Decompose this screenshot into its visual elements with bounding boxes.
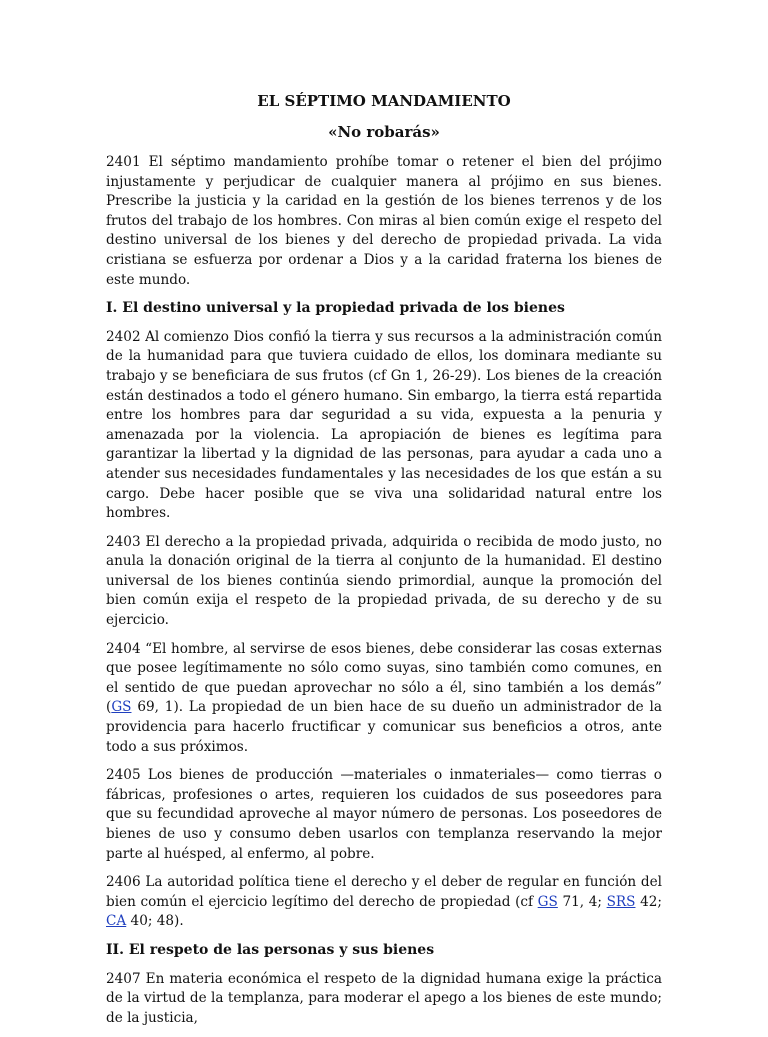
paragraph-2406-text-after: 40; 48). bbox=[126, 913, 184, 930]
document-page bbox=[106, 90, 662, 1037]
paragraph-2406-text-before: 2406 La autoridad política tiene el derecho y el deber de regular en función del bien común el ejercicio legítimo del derecho de propiedad (cf bbox=[106, 874, 662, 910]
paragraph-2401: 2401 El séptimo mandamiento prohíbe tomar o retener el bien del prójimo injustamente y perjudicar de cualquier manera al prójimo en sus bienes. Prescribe la justicia y la caridad en la gestión de los bienes terrenos y de los frutos del trabajo de los hombres. Con miras al bien común exige el respeto del destino universal de los bienes y del derecho de propiedad privada. La vida cristiana se esfuerza por ordenar a Dios y a la caridad fraterna los bienes de este mundo. bbox=[106, 154, 662, 288]
section-heading-1: I. El destino universal y la propiedad privada de los bienes bbox=[106, 300, 565, 317]
paragraph-2404-text-before: 2404 “El hombre, al servirse de esos bienes, debe considerar las cosas externas que posee legítimamente no sólo como suyas, sino también como comunes, en el sentido de que puedan aprovechar no sólo a él, sino también a los demás” ( bbox=[106, 640, 662, 716]
ca-reference-link[interactable]: CA bbox=[106, 913, 127, 930]
paragraph-2402: 2402 Al comienzo Dios confió la tierra y sus recursos a la administración común de la humanidad para que tuviera cuidado de ellos, los dominara mediante su trabajo y se beneficiara de sus frutos (cf Gn 1, 26-29). Los bienes de la creación están destinados a todo el género humano. Sin embargo, la tierra está repartida entre los hombres para dar seguridad a su vida, expuesta a la penuria y amenazada por la violencia. La apropiación de bienes es legítima para garantizar la libertad y la dignidad de las personas, para ayudar a cada uno a atender sus necesidades fundamentales y las necesidades de los que están a su cargo. Debe hacer posible que se viva una solidaridad natural entre los hombres. bbox=[106, 328, 662, 522]
paragraph-2405: 2405 Los bienes de producción —materiales o inmateriales— como tierras o fábricas, profesiones o artes, requieren los cuidados de sus poseedores para que su fecundidad aproveche al mayor número de personas. Los poseedores de bienes de uso y consumo deben usarlos con templanza reservando la mejor parte al huésped, al enfermo, al pobre. bbox=[106, 767, 662, 862]
paragraph-2403: 2403 El derecho a la propiedad privada, adquirida o recibida de modo justo, no anula la donación original de la tierra al conjunto de la humanidad. El destino universal de los bienes continúa siendo primordial, aunque la promoción del bien común exija el respeto de la propiedad privada, de su derecho y de su ejercicio. bbox=[106, 533, 662, 629]
document-title: EL SÉPTIMO MANDAMIENTO bbox=[257, 92, 511, 110]
gs-reference-link[interactable]: GS bbox=[111, 699, 132, 716]
paragraph-2404-text-after: 69, 1). La propiedad de un bien hace de su dueño un administrador de la providencia para hacerlo fructificar y comunicar sus beneficios a otros, ante todo a sus próximos. bbox=[106, 699, 662, 755]
paragraph-2406 bbox=[106, 873, 662, 932]
paragraph-2406-text-mid2: 42; bbox=[635, 893, 662, 910]
srs-reference-link[interactable]: SRS bbox=[606, 893, 636, 910]
gs-reference-link[interactable]: GS bbox=[537, 893, 558, 910]
paragraph-2406-text-mid1: 71, 4; bbox=[557, 893, 607, 910]
paragraph-2404 bbox=[106, 640, 662, 758]
document-subtitle: «No robarás» bbox=[328, 123, 440, 141]
section-heading-2: II. El respeto de las personas y sus bienes bbox=[106, 941, 435, 958]
paragraph-2407: 2407 En materia económica el respeto de la dignidad humana exige la práctica de la virtud de la templanza, para moderar el apego a los bienes de este mundo; de la justicia, bbox=[106, 970, 662, 1026]
